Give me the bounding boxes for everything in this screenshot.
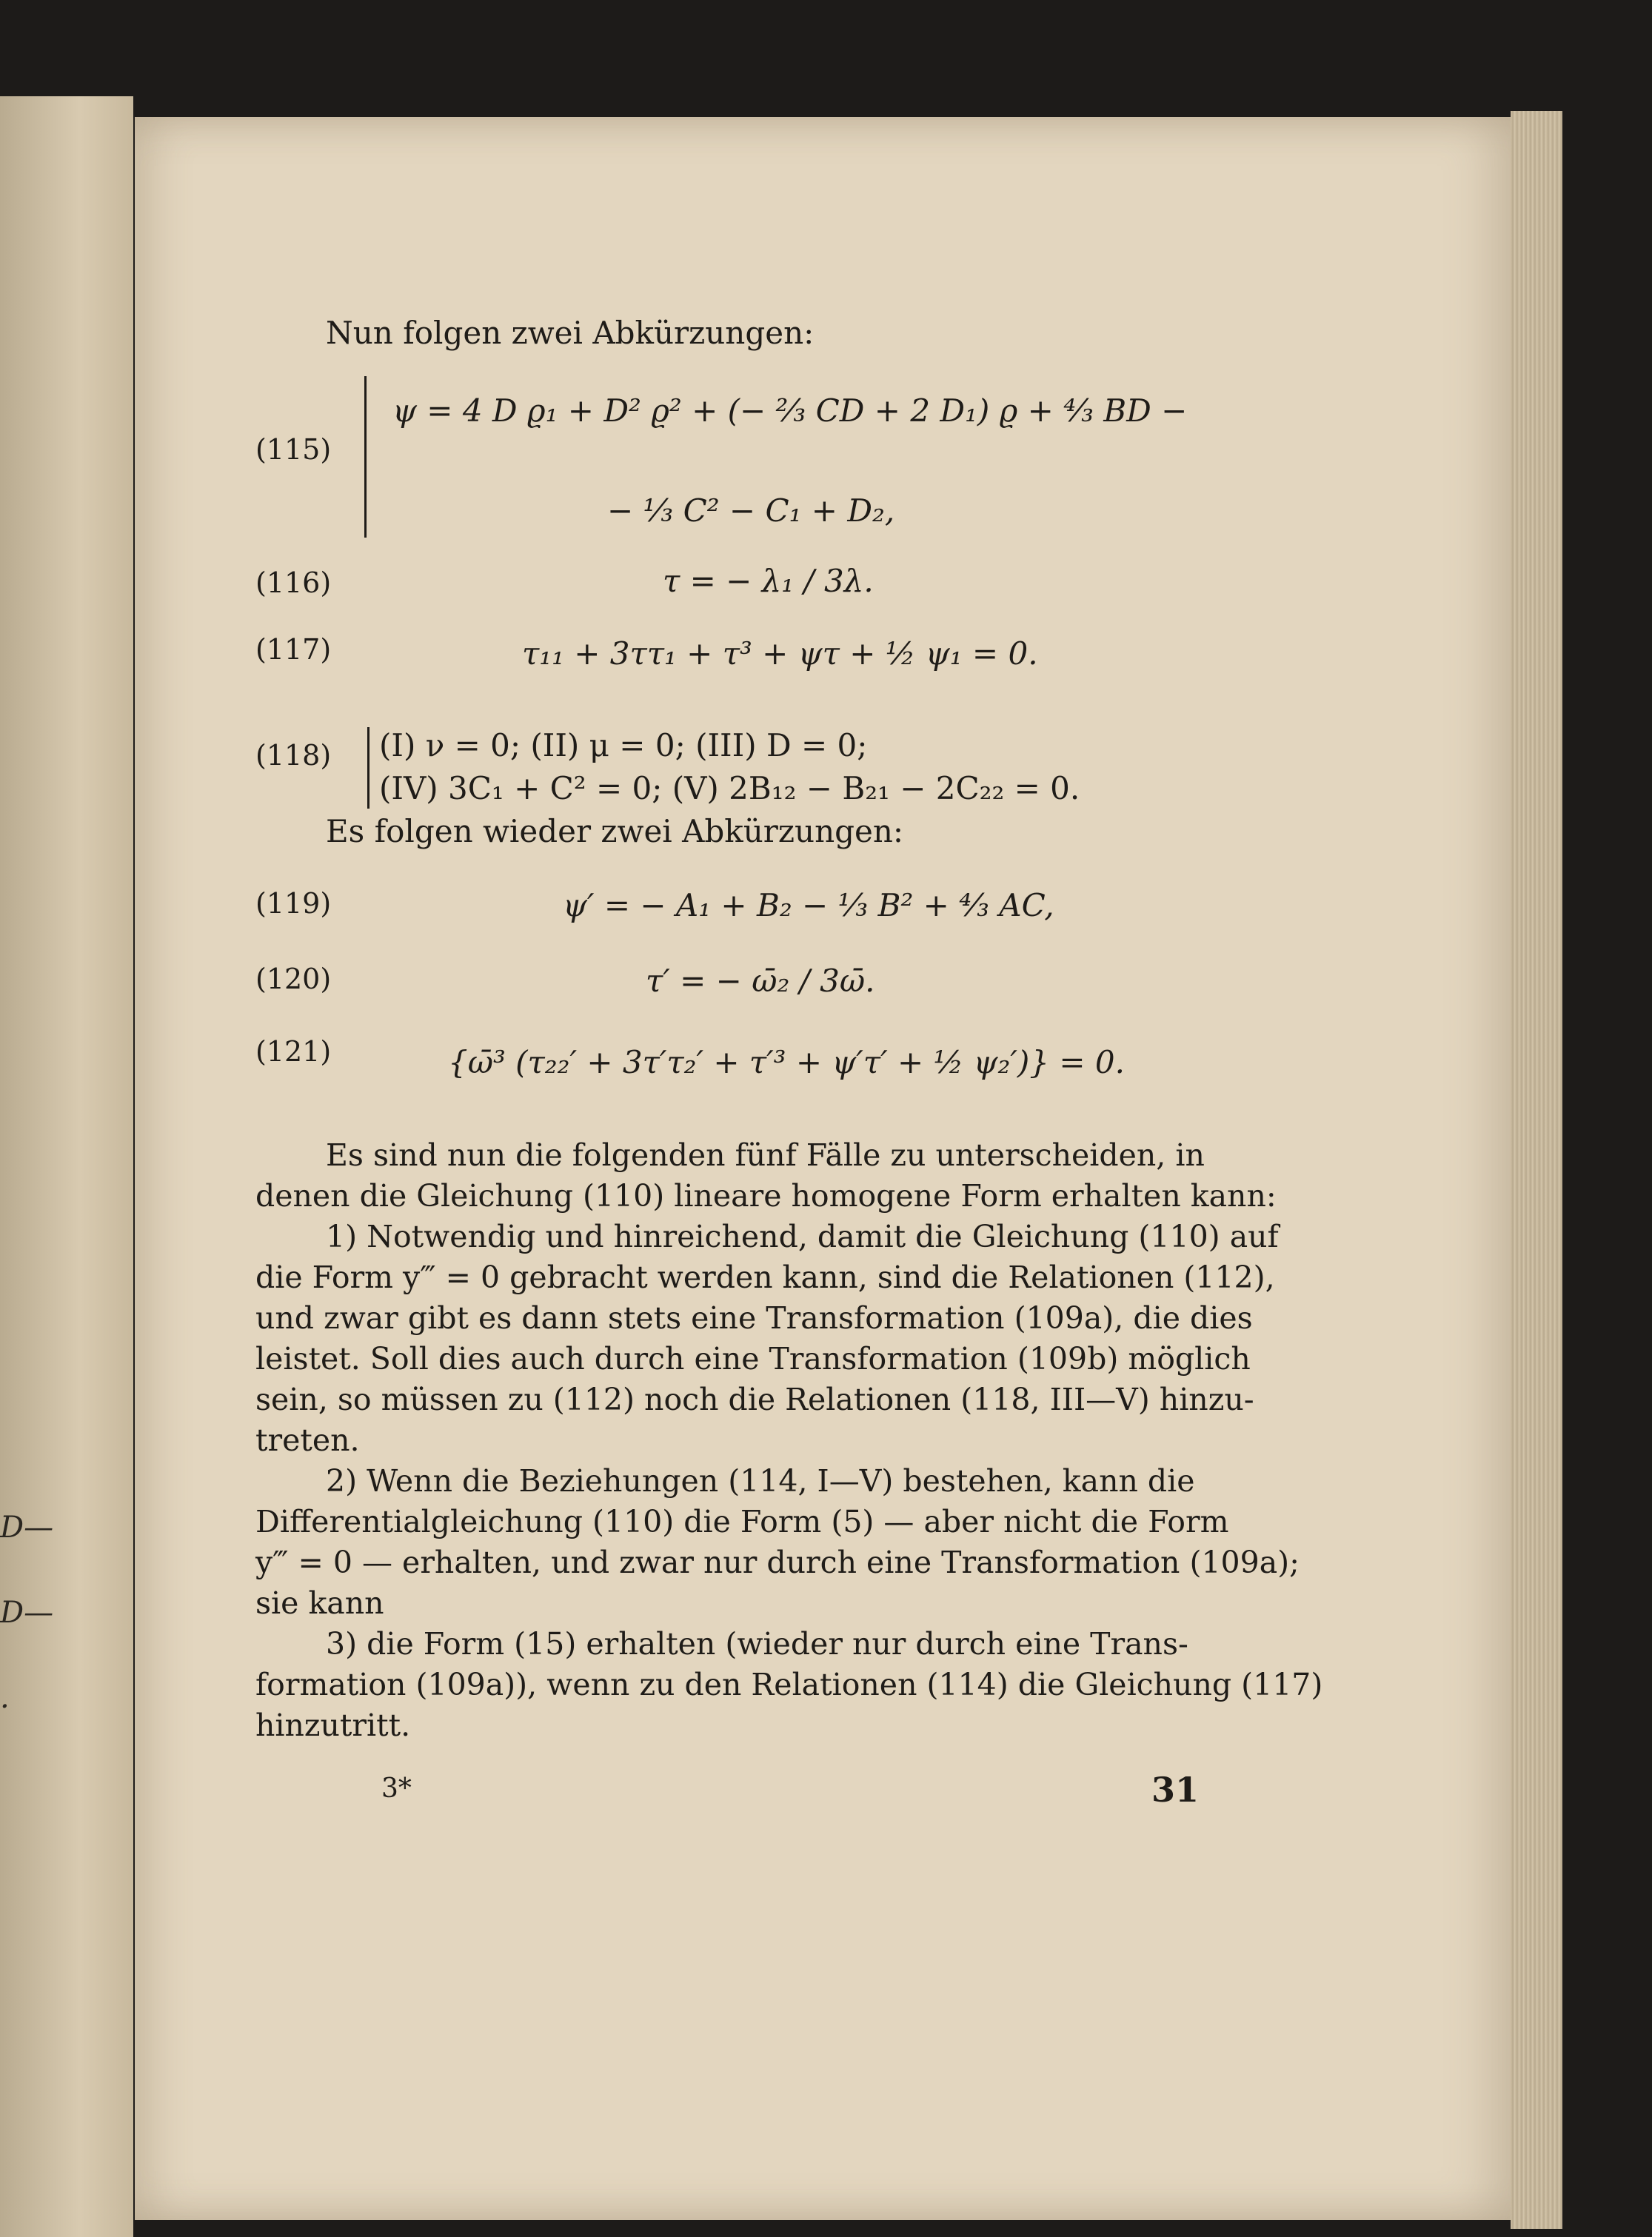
equation-line: ψ′ = − A₁ + B₂ − ⅓ B² + ⁴⁄₃ AC, xyxy=(563,887,1054,923)
text-line: sie kann xyxy=(255,1585,384,1621)
text-line: 1) Notwendig und hinreichend, damit die Gleichung (110) auf xyxy=(326,1219,1279,1254)
text-line: leistet. Soll dies auch durch eine Transformation (109b) möglich xyxy=(255,1341,1251,1377)
section-heading: Nun folgen zwei Abkürzungen: xyxy=(326,315,815,351)
paragraph xyxy=(255,1624,1323,1746)
equation-line: − ⅓ C² − C₁ + D₂, xyxy=(607,492,895,529)
text-line: sein, so müssen zu (112) noch die Relationen (118, III—V) hinzu- xyxy=(255,1382,1254,1417)
equation-number: (119) xyxy=(255,887,332,920)
equation-number: (120) xyxy=(255,963,332,995)
text-line: treten. xyxy=(255,1422,360,1458)
left-page-fragment: D— xyxy=(0,1596,54,1630)
equation-number: (117) xyxy=(255,633,332,666)
page-number: 31 xyxy=(1151,1770,1200,1810)
equation-line: {ω̄³ (τ₂₂′ + 3τ′τ₂′ + τ′³ + ψ′τ′ + ½ ψ₂′)} = 0. xyxy=(448,1044,1125,1080)
text-line: 2) Wenn die Beziehungen (114, I—V) bestehen, kann die xyxy=(326,1463,1195,1499)
equation-line: ψ = 4 D ϱ₁ + D² ϱ² + (− ⅔ CD + 2 D₁) ϱ + ⁴⁄₃ BD − xyxy=(392,392,1188,429)
text-line: formation (109a)), wenn zu den Relationen (114) die Gleichung (117) xyxy=(255,1667,1323,1702)
left-page-edge xyxy=(0,96,133,2237)
text-line: Es sind nun die folgenden fünf Fälle zu unterscheiden, in xyxy=(326,1137,1205,1173)
left-page-fragment: D— xyxy=(0,1511,54,1545)
paragraph xyxy=(255,1135,1277,1217)
signature-mark: 3* xyxy=(381,1773,412,1804)
equation-line: τ′ = − ω̄₂ / 3ω̄. xyxy=(646,963,875,999)
equation-number: (116) xyxy=(255,566,332,599)
page-stack-edge xyxy=(1511,111,1562,2229)
left-page-fragment: . xyxy=(0,1681,10,1715)
equation-line: (IV) 3C₁ + C² = 0; (V) 2B₁₂ − B₂₁ − 2C₂₂ = 0. xyxy=(379,770,1080,806)
text-line: Differentialgleichung (110) die Form (5) — aber nicht die Form xyxy=(255,1504,1229,1539)
text-line: hinzutritt. xyxy=(255,1708,411,1743)
equation-line: (I) ν = 0; (II) μ = 0; (III) D = 0; xyxy=(379,727,868,763)
paragraph xyxy=(255,1217,1279,1461)
equation-number: (121) xyxy=(255,1035,332,1068)
text-line: und zwar gibt es dann stets eine Transformation (109a), die dies xyxy=(255,1300,1253,1336)
text-line: die Form y‴ = 0 gebracht werden kann, sind die Relationen (112), xyxy=(255,1260,1275,1295)
text-line: denen die Gleichung (110) lineare homogene Form erhalten kann: xyxy=(255,1178,1277,1214)
equation-line: τ = − λ₁ / 3λ. xyxy=(663,563,874,599)
equation-number: (118) xyxy=(255,739,332,772)
text-line: 3) die Form (15) erhalten (wieder nur durch eine Trans- xyxy=(326,1626,1188,1662)
equation-number: (115) xyxy=(255,433,332,466)
brace-line xyxy=(364,376,367,538)
text-line: y‴ = 0 — erhalten, und zwar nur durch eine Transformation (109a); xyxy=(255,1545,1300,1580)
brace-line xyxy=(367,727,369,809)
section-heading: Es folgen wieder zwei Abkürzungen: xyxy=(326,813,904,849)
equation-line: τ₁₁ + 3ττ₁ + τ³ + ψτ + ½ ψ₁ = 0. xyxy=(522,635,1038,672)
paragraph xyxy=(255,1461,1300,1624)
